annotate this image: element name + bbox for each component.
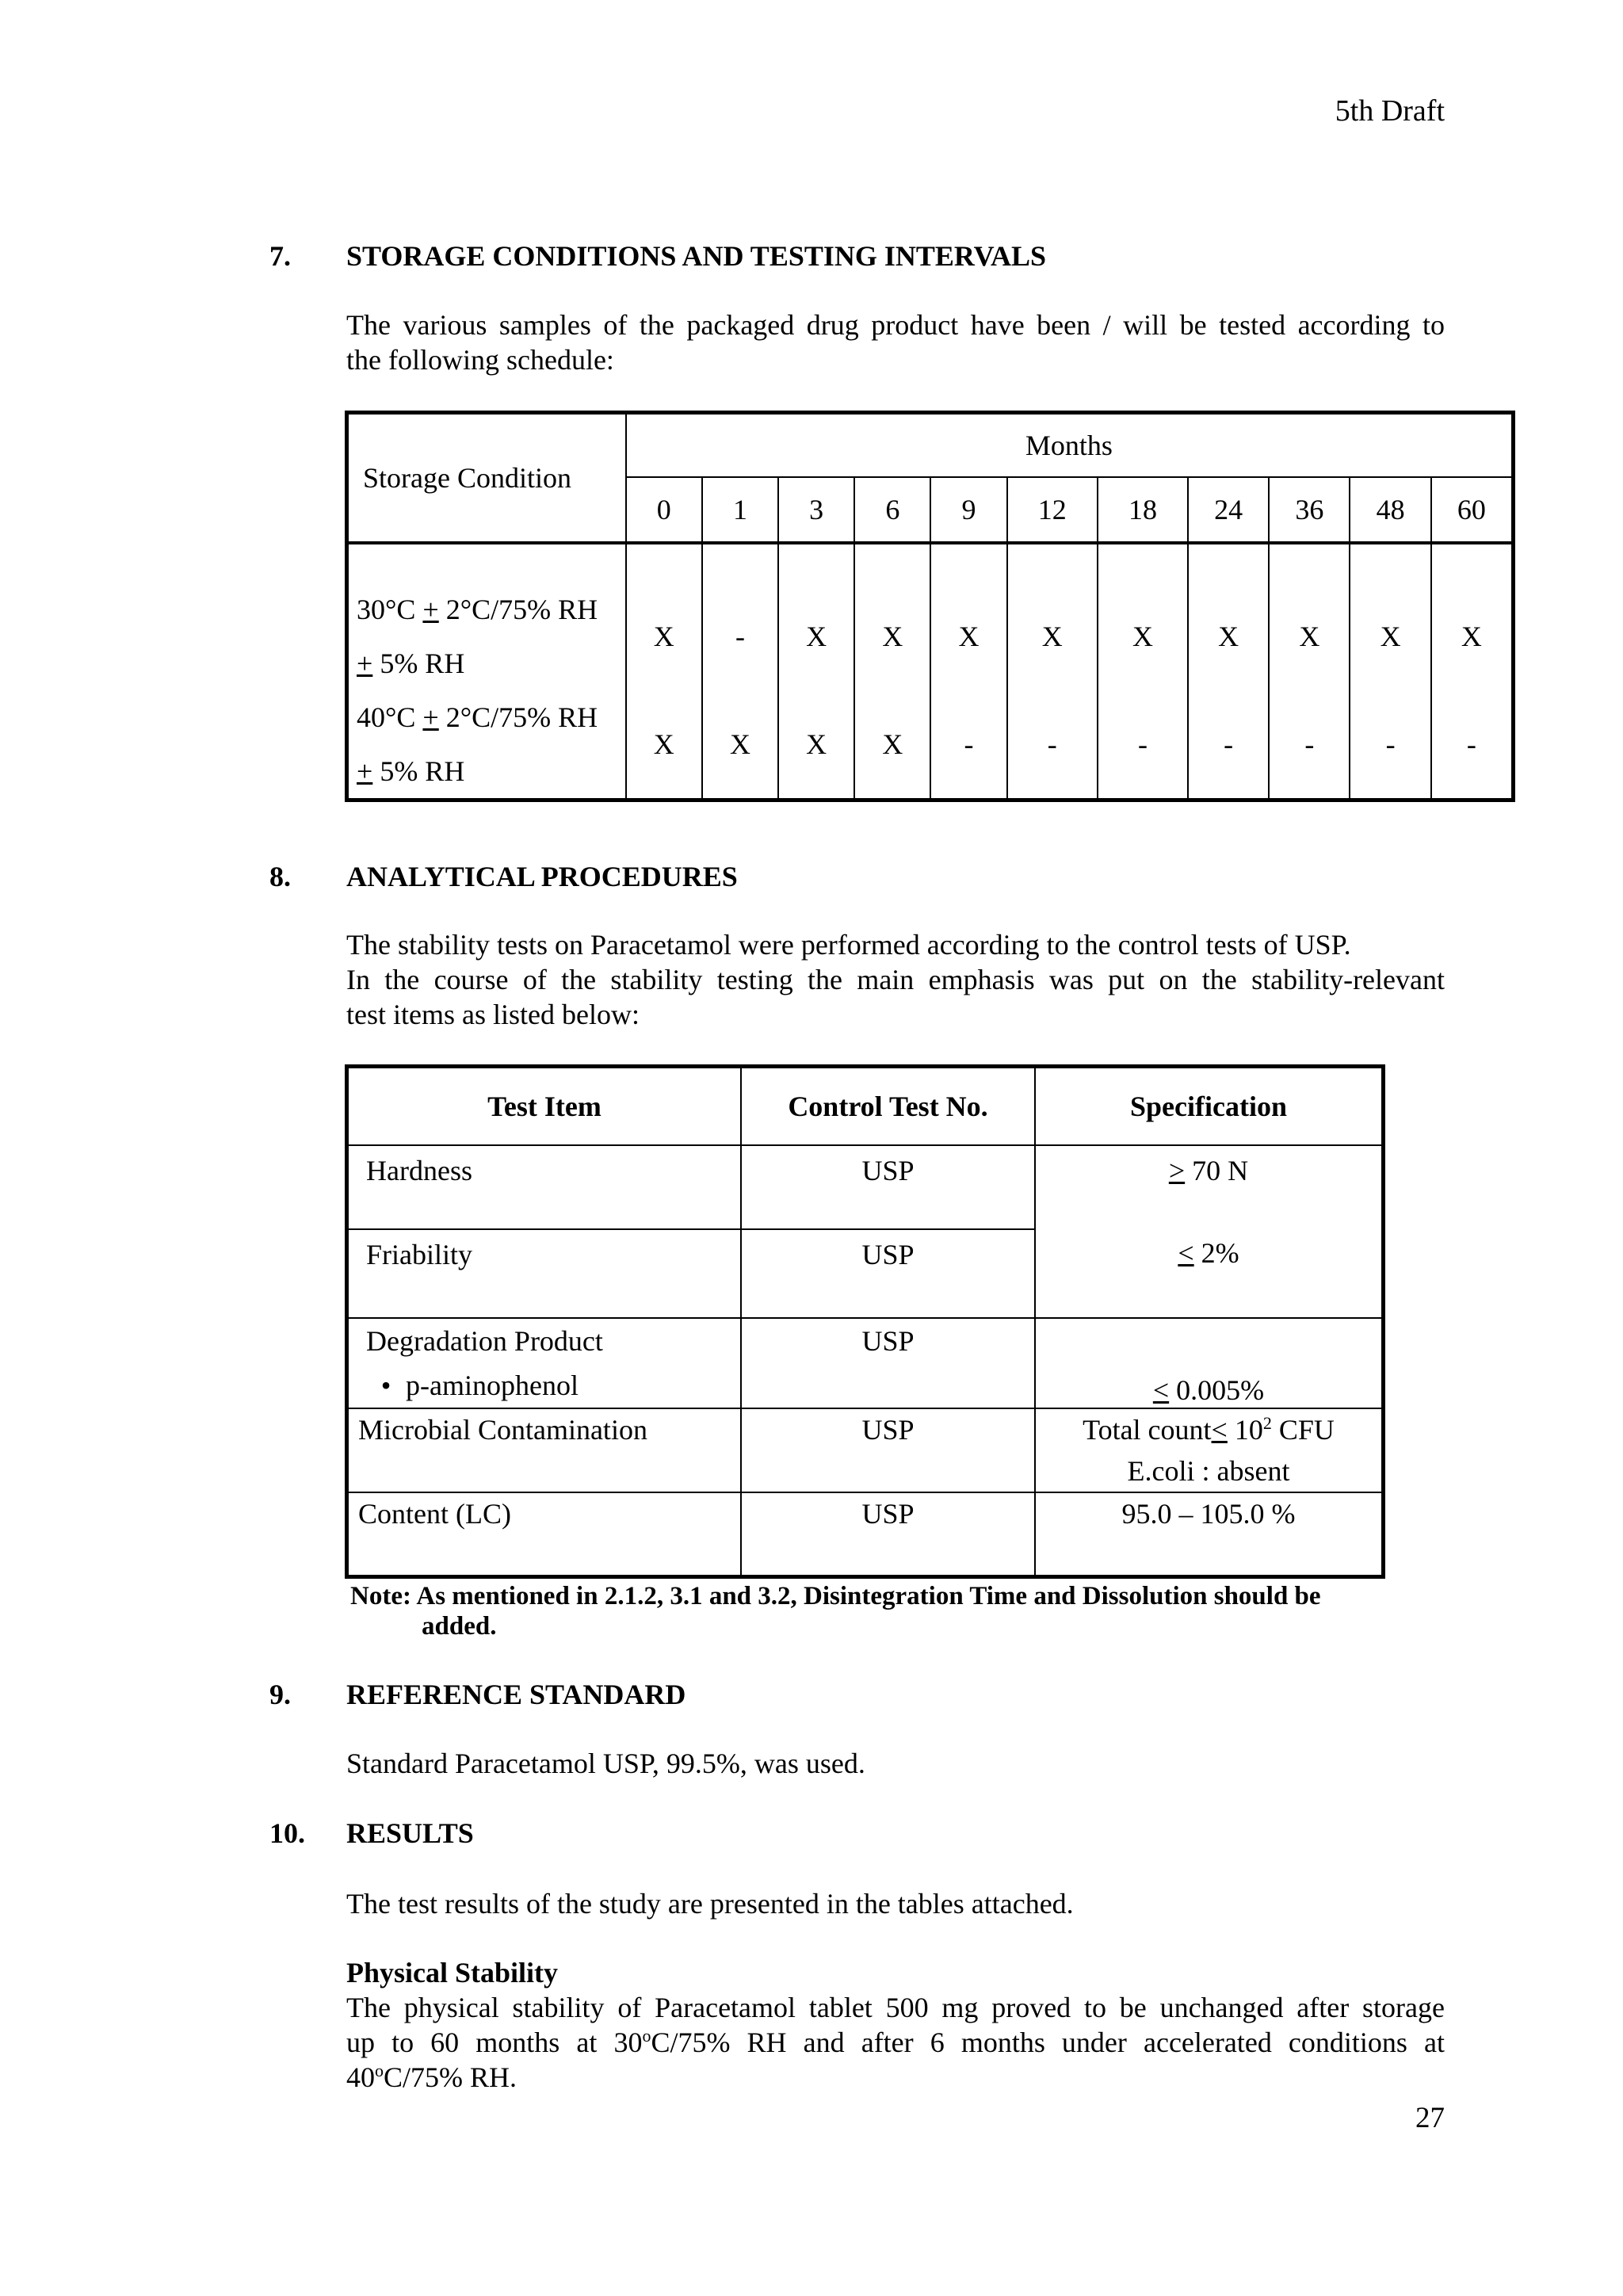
spec-degradation [1035,1318,1384,1408]
spec-degradation-value: 0.005% [1169,1374,1265,1406]
storage-schedule-table [345,411,1515,802]
spacer-cell [1188,543,1269,583]
spacer-cell [626,543,702,583]
header-control-test: Control Test No. [741,1067,1035,1146]
section-8-number: 8. [269,861,291,892]
spacer-cell [1431,543,1514,583]
item-degradation-sub [366,1363,740,1408]
physical-stability-line-3 [346,2060,1445,2095]
section-8-paragraph [346,927,1445,1032]
spec-content [1035,1492,1384,1576]
mark-cell: X [778,690,854,800]
mark-cell: X [702,690,778,800]
spec-microbial [1035,1408,1384,1492]
plus-minus: + [357,648,373,679]
mark-cell: X [1007,583,1098,690]
mark-cell: X [1269,583,1350,690]
section-7-line-1: The various samples of the packaged drug product have been / will be tested according to [346,309,1445,341]
month-cell: 48 [1350,477,1430,543]
mark-cell: X [854,583,930,690]
month-cell: 18 [1098,477,1188,543]
section-9-text: Standard Paracetamol USP, 99.5%, was used. [346,1748,865,1779]
le-symbol: < [1211,1414,1228,1446]
control-content-value: USP [861,1498,915,1530]
section-7-paragraph [346,308,1445,377]
condition-40c-tol: 5% RH [372,755,465,787]
note-line-2: added. [422,1612,497,1641]
item-degradation-subitem: p-aminophenol [406,1370,579,1401]
ge-symbol: > [1168,1155,1186,1186]
month-cell: 12 [1007,477,1098,543]
spacer-cell [778,543,854,583]
mark-cell: X [626,690,702,800]
condition-30c-rh: 2°C/75% RH [438,594,598,625]
bullet: • [380,1370,391,1401]
mark-cell: - [1269,690,1350,800]
item-hardness [347,1145,742,1229]
line-3-part-b: C/75% RH. [384,2061,517,2093]
spec-microbial-line2: E.coli : absent [1127,1455,1290,1487]
storage-condition-header: Storage Condition [347,413,626,544]
item-friability-label: Friability [366,1239,472,1270]
test-items-table [345,1064,1385,1579]
month-cell: 36 [1269,477,1350,543]
control-hardness-value: USP [861,1155,915,1186]
section-10-title: RESULTS [346,1817,474,1849]
header-test-item: Test Item [347,1067,742,1146]
mark-cell: X [1431,583,1514,690]
control-degradation-value: USP [861,1325,915,1357]
le-symbol: < [1178,1237,1194,1269]
spec-friability [1036,1236,1381,1270]
physical-stability-line-2 [346,2025,1445,2060]
month-cell: 60 [1431,477,1514,543]
spacer-cell [1098,543,1188,583]
item-degradation [347,1318,742,1408]
condition-40c-rh: 2°C/75% RH [438,701,598,733]
month-cell: 0 [626,477,702,543]
spacer-cell [1007,543,1098,583]
spacer-cell [854,543,930,583]
physical-stability-paragraph [346,1990,1445,2095]
spec-microbial-line1 [1036,1409,1381,1450]
mark-cell: - [702,583,778,690]
mark-cell: - [1188,690,1269,800]
section-7-number: 7. [269,240,291,272]
header-specification: Specification [1035,1067,1384,1146]
control-content [741,1492,1035,1576]
line-3-part-a: 40 [346,2061,375,2093]
note-line-1: Note: As mentioned in 2.1.2, 3.1 and 3.2, Disintegration Time and Dissolution should be [350,1582,1321,1610]
mark-cell: X [778,583,854,690]
item-content [347,1492,742,1576]
le-symbol: < [1152,1374,1170,1406]
condition-30c-temp: 30°C [357,594,423,625]
spec-microbial-exponent: 2 [1262,1413,1272,1433]
item-microbial [347,1408,742,1492]
plus-minus: + [357,755,373,787]
section-10-number: 10. [269,1817,305,1849]
plus-minus: + [422,594,439,625]
month-cell: 3 [778,477,854,543]
spec-microbial-prefix: Total count [1083,1414,1212,1446]
draft-label: 5th Draft [1335,94,1445,128]
page-number: 27 [1415,2102,1445,2134]
physical-stability-heading: Physical Stability [346,1957,559,1988]
table-note [350,1581,1404,1641]
spec-hardness [1036,1146,1381,1187]
mark-cell: - [930,690,1006,800]
condition-40c-temp: 40°C [357,701,423,733]
spacer-cell [702,543,778,583]
mark-cell: X [930,583,1006,690]
mark-cell: X [626,583,702,690]
spec-hardness-friability [1035,1145,1384,1318]
line-2-part-b: C/75% RH and after 6 months under accelerated conditions at [651,2027,1445,2058]
control-microbial-value: USP [861,1414,915,1446]
spec-hardness-value: 70 N [1185,1155,1249,1186]
month-cell: 9 [930,477,1006,543]
spec-microbial-unit: CFU [1271,1414,1335,1446]
month-cell: 1 [702,477,778,543]
month-cell: 6 [854,477,930,543]
plus-minus: + [422,701,439,733]
section-8-line-3: test items as listed below: [346,999,640,1030]
mark-cell: - [1098,690,1188,800]
mark-cell: - [1007,690,1098,800]
control-friability-value: USP [861,1239,915,1270]
item-microbial-label: Microbial Contamination [358,1414,647,1446]
spec-friability-value: 2% [1193,1237,1239,1269]
item-friability [347,1229,742,1318]
spacer-cell [347,543,626,583]
condition-30c [347,583,626,690]
item-hardness-label: Hardness [366,1155,472,1186]
condition-40c [347,690,626,800]
spec-microbial-value: 10 [1227,1414,1263,1446]
control-degradation [741,1318,1035,1408]
section-7-title: STORAGE CONDITIONS AND TESTING INTERVALS [346,240,1047,272]
condition-30c-tol: 5% RH [372,648,465,679]
item-degradation-label: Degradation Product [366,1325,603,1357]
months-header: Months [626,413,1514,478]
section-9-title: REFERENCE STANDARD [346,1679,686,1710]
spacer-cell [930,543,1006,583]
section-7-line-2: the following schedule: [346,344,614,376]
mark-cell: X [1098,583,1188,690]
section-9-number: 9. [269,1679,291,1710]
degree-o: o [642,2026,651,2046]
spacer-cell [1350,543,1430,583]
mark-cell: - [1350,690,1430,800]
item-content-label: Content (LC) [358,1498,511,1530]
section-8-line-2: In the course of the stability testing the main emphasis was put on the stability-relevant [346,964,1445,995]
section-8-line-1: The stability tests on Paracetamol were performed according to the control tests of USP. [346,929,1351,961]
spacer-cell [1269,543,1350,583]
section-8-title: ANALYTICAL PROCEDURES [346,861,738,892]
control-microbial [741,1408,1035,1492]
control-hardness [741,1145,1035,1229]
mark-cell: X [854,690,930,800]
degree-o: o [375,2061,384,2080]
line-2-part-a: up to 60 months at 30 [346,2027,643,2058]
spec-content-value: 95.0 – 105.0 % [1121,1498,1296,1530]
month-cell: 24 [1188,477,1269,543]
mark-cell: - [1431,690,1514,800]
control-friability [741,1229,1035,1318]
physical-stability-line-1: The physical stability of Paracetamol tablet 500 mg proved to be unchanged after storage [346,1992,1445,2023]
mark-cell: X [1350,583,1430,690]
section-10-text: The test results of the study are presented in the tables attached. [346,1888,1074,1920]
mark-cell: X [1188,583,1269,690]
